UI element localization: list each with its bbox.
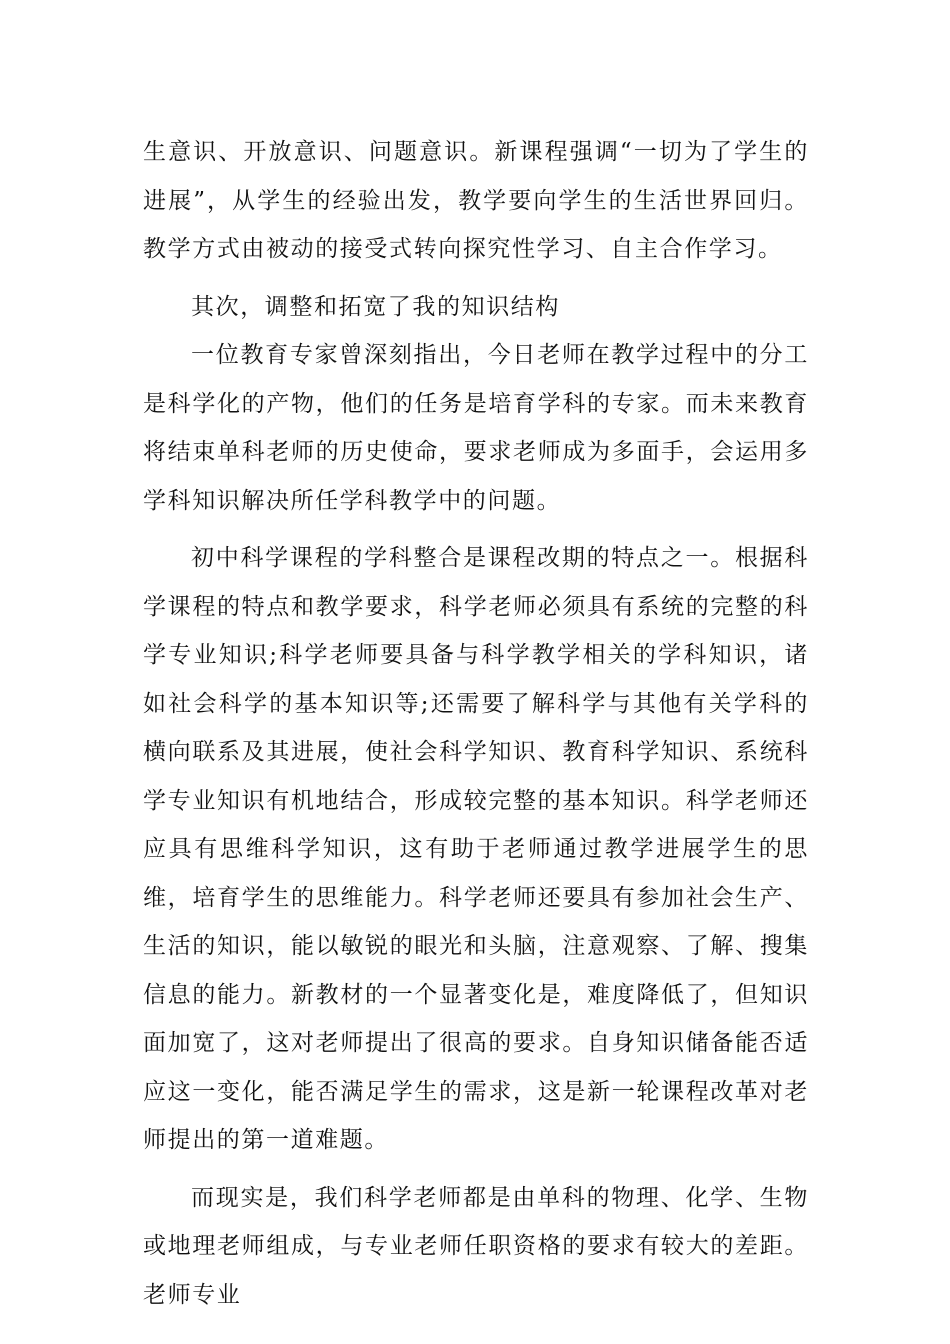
paragraph-section-heading: 其次，调整和拓宽了我的知识结构 [191,293,560,320]
paragraph-continuation: 生意识、开放意识、问题意识。新课程强调“一切为了学生的进展”，从学生的经验出发，教学要向学生的生活世界回归。教学方式由被动的接受式转向探究性学习、自主合作学习。 [143,139,809,262]
document-body [143,128,809,1319]
paragraph-curriculum-integration: 初中科学课程的学科整合是课程改期的特点之一。根据科学课程的特点和教学要求，科学老师必须具有系统的完整的科学专业知识;科学老师要具备与科学教学相关的学科知识，诸如社会科学的基本知识等;还需要了解科学与其他有关学科的横向联系及其进展，使社会科学知识、教育科学知识、系统科学专业知识有机地结合，形成较完整的基本知识。科学老师还应具有思维科学知识，这有助于老师通过教学进展学生的思维，培育学生的思维能力。科学老师还要具有参加社会生产、生活的知识，能以敏锐的眼光和头脑，注意观察、了解、搜集信息的能力。新教材的一个显著变化是，难度降低了，但知识面加宽了，这对老师提出了很高的要求。自身知识储备能否适应这一变化，能否满足学生的需求，这是新一轮课程改革对老师提出的第一道难题。 [143,545,809,1153]
paragraph-reality: 而现实是，我们科学老师都是由单科的物理、化学、生物或地理老师组成，与专业老师任职资格的要求有较大的差距。老师专业 [143,1184,809,1308]
paragraph-expert-quote: 一位教育专家曾深刻指出，今日老师在教学过程中的分工是科学化的产物，他们的任务是培育学科的专家。而未来教育将结束单科老师的历史使命，要求老师成为多面手，会运用多学科知识解决所任学科教学中的问题。 [143,342,809,514]
